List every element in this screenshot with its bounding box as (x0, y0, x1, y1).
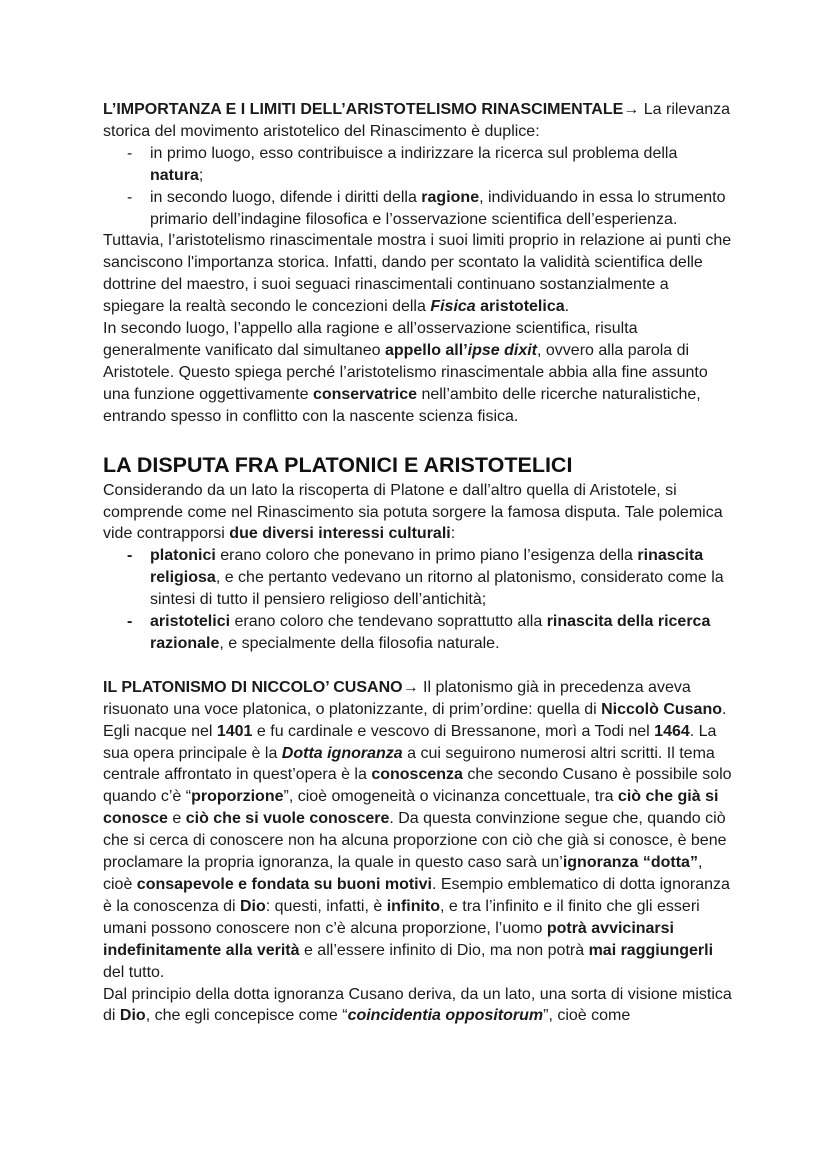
bold-text: ciò che già si conosce (103, 788, 719, 828)
text-run: Dal principio della dotta ignoranza Cusano deriva, da un lato, una sorta di visione mistica di (103, 985, 732, 1025)
text-run: : (450, 525, 456, 543)
text-run: e fu cardinale e vescovo di Bressanone, morì a Todi nel (252, 722, 655, 740)
bold-text: L’IMPORTANZA E I LIMITI DELL’ARISTOTELISMO RINASCIMENTALE (103, 101, 624, 118)
text-run: Considerando da un lato la riscoperta di Platone e dall’altro quella di Aristotele, si comprende come nel Rinascimento sia potuta sorgere la famosa disputa. Tale polemica vide contrapporsi (103, 481, 723, 543)
text-run: del tutto. (103, 963, 165, 981)
bold-text: ignoranza “dotta” (562, 854, 698, 872)
bold-text: Dotta ignoranza (281, 744, 403, 762)
text-run: , cioè (103, 854, 703, 893)
bold-text: Niccolò Cusano (601, 700, 722, 718)
text-run: , ovvero alla parola di Aristotele. Questo spiega perché l’aristotelismo rinascimentale abbia alla fine assunto una funzione oggettivamente (103, 341, 708, 403)
text-run: ”, cioè omogeneità o vicinanza concettuale, tra (283, 788, 618, 806)
list-item (103, 143, 733, 187)
text-run: che secondo Cusano è possibile solo quando c’è “ (103, 766, 732, 806)
bold-text: Fisica (430, 298, 476, 316)
bold-text: natura (150, 166, 199, 184)
text-run: . Egli nacque nel (103, 700, 727, 740)
bold-text: ragione (421, 188, 480, 206)
text-run: in secondo luogo, difende i diritti della (150, 188, 422, 206)
text-run: . Da questa convinzione segue che, quando ciò che si cerca di conoscere non ha alcuna proporzione con ciò che già si conosce, è bene proclamare la propria ignoranza, la quale in questo caso sarà un’ (103, 810, 727, 872)
bold-text: conoscenza (371, 766, 463, 784)
bold-text: aristotelica (475, 298, 565, 316)
bold-text: conservatrice (312, 385, 417, 403)
text-run: , e che pertanto vedevano un ritorno al platonismo, considerato come la sintesi di tutto il pensiero religioso dell’antichità; (150, 569, 724, 609)
list-item (103, 545, 733, 611)
text-run: in primo luogo, esso contribuisce a indirizzare la ricerca sul problema della (150, 144, 678, 162)
text-run: → Il platonismo già in precedenza aveva risuonato una voce platonica, o platonizzante, di prim’ordine: quella di (103, 678, 691, 718)
text-run: ”, cioè come (543, 1007, 631, 1025)
text-run: e all’essere infinito di Dio, ma non potrà (299, 941, 589, 959)
text-run: ; (198, 166, 204, 184)
section1-paragraph-limits (103, 230, 733, 318)
text-run: In secondo luogo, l’appello alla ragione e all’osservazione scientifica, risulta generalmente vanificato dal simultaneo (103, 320, 638, 359)
bold-text: coincidentia oppositorum (347, 1007, 544, 1025)
bold-text: consapevole e fondata su buoni motivi (136, 876, 432, 893)
text-run: , individuando in essa lo strumento primario dell’indagine filosofica e l’osservazione scientifica dell’esperienza. (150, 188, 726, 228)
text-run: Tuttavia, l’aristotelismo rinascimentale mostra i suoi limiti proprio in relazione ai punti che sanciscono l'importanza storica. Infatti, dando per scontato la validità scientifica delle dottrine del maestro, i suoi seguaci rinascimentali continuano sostanzialmente a spiegare la realtà secondo le concezioni della (103, 232, 732, 316)
bold-text: rinascita religiosa (150, 547, 704, 587)
text-run: erano coloro che ponevano in primo piano l’esigenza della (215, 547, 638, 565)
bold-text: 1464 (654, 722, 690, 740)
section3-body (103, 677, 733, 984)
text-run: . Esempio emblematico di dotta ignoranza è la conoscenza di (103, 876, 730, 915)
section2-heading: LA DISPUTA FRA PLATONICI E ARISTOTELICI (103, 452, 573, 477)
bold-text: ipse dixit (467, 341, 537, 359)
text-run: erano coloro che tendevano soprattutto alla (230, 613, 547, 631)
list-item (103, 611, 733, 655)
section2-intro (103, 480, 733, 546)
bold-text: mai raggiungerli (588, 941, 714, 959)
bold-text: due diversi interessi culturali (229, 525, 451, 543)
section1-intro (103, 99, 733, 143)
bold-text: aristotelici (150, 613, 231, 631)
bold-text: proporzione (191, 788, 284, 806)
bold-text: infinito (386, 897, 441, 915)
bold-text: IL PLATONISMO DI NICCOLO’ CUSANO (103, 678, 403, 696)
text-run: a cui seguirono numerosi altri scritti. Il tema centrale affrontato in quest’opera è la (103, 744, 715, 784)
text-run: , e tra l’infinito e il finito che gli esseri umani possono conoscere non c’è alcuna proporzione, l’uomo (103, 897, 700, 937)
text-run: . (564, 298, 570, 316)
document-page (103, 99, 733, 1027)
section3-paragraph-2 (103, 984, 733, 1028)
bold-text: platonici (150, 547, 216, 565)
text-run: → La rilevanza storica del movimento aristotelico del Rinascimento è duplice: (103, 101, 731, 140)
list-item (103, 187, 733, 231)
section2-list (103, 545, 733, 655)
text-run: , che egli concepisce come “ (145, 1007, 348, 1025)
text-run: e (167, 810, 186, 828)
section1-list (103, 143, 733, 231)
section1-paragraph-conservative (103, 318, 733, 428)
bold-text: rinascita della ricerca razionale (150, 613, 711, 652)
text-run: . La sua opera principale è la (103, 722, 717, 762)
text-run: nell’ambito delle ricerche naturalistiche, entrando spesso in conflitto con la nascente scienza fisica. (103, 385, 701, 425)
bold-text: ciò che si vuole conoscere (185, 810, 390, 828)
text-run: : questi, infatti, è (265, 897, 387, 915)
bold-text: appello all’ (384, 341, 468, 359)
bold-text: Dio (239, 897, 266, 915)
bold-text: Dio (119, 1007, 146, 1025)
bold-text: potrà avvicinarsi indefinitamente alla verità (103, 919, 674, 959)
bold-text: 1401 (216, 722, 253, 740)
text-run: , e specialmente della filosofia naturale. (219, 634, 500, 652)
